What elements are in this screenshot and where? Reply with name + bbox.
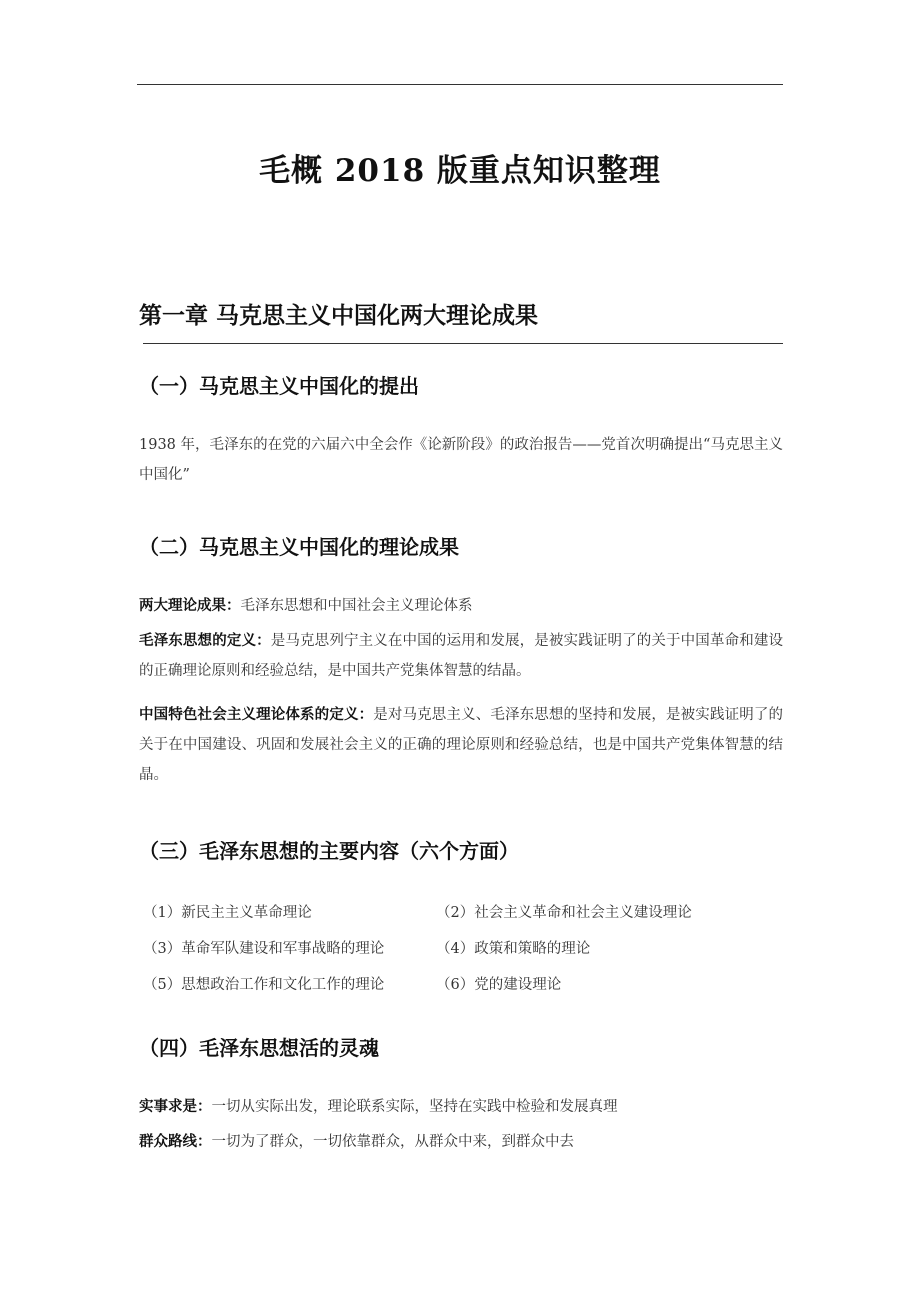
- definition-separator: ：: [197, 1099, 212, 1115]
- aspect-item: （5）思想政治工作和文化工作的理论: [143, 977, 385, 993]
- definition-term: 毛泽东思想的定义: [139, 633, 257, 649]
- aspect-item: （1）新民主主义革命理论: [143, 905, 312, 921]
- definition-separator: ：: [197, 1134, 212, 1150]
- definition-term: 实事求是: [139, 1099, 197, 1115]
- definition-item: [139, 1127, 783, 1157]
- definition-text: 是对马克思主义、毛泽东思想的坚持和发展，是被实践证明了的关于在中国建设、巩固和发展社会主义的正确的理论原则和经验总结，也是中国共产党集体智慧的结晶。: [139, 707, 783, 783]
- definition-text: 一切从实际出发，理论联系实际，坚持在实践中检验和发展真理: [211, 1099, 618, 1115]
- aspect-item: （4）政策和策略的理论: [436, 941, 591, 957]
- aspect-item: （3）革命军队建设和军事战略的理论: [143, 941, 385, 957]
- chapter-rule: [143, 343, 783, 344]
- definition-separator: ：: [256, 633, 271, 649]
- definition-term: 中国特色社会主义理论体系的定义: [139, 707, 359, 723]
- chapter-title: 第一章 马克思主义中国化两大理论成果: [139, 302, 539, 329]
- document-title: 毛概 2018 版重点知识整理: [259, 153, 661, 189]
- section-heading-2: （二）马克思主义中国化的理论成果: [139, 535, 459, 559]
- definition-item: [139, 591, 783, 621]
- section-heading-4: （四）毛泽东思想活的灵魂: [139, 1036, 379, 1060]
- definition-item: [139, 1092, 783, 1122]
- definition-item: [139, 700, 783, 790]
- section-1-paragraph: 1938 年，毛泽东的在党的六届六中全会作《论新阶段》的政治报告——党首次明确提出“马克思主义中国化”: [139, 437, 783, 483]
- definition-separator: ：: [358, 707, 374, 723]
- definition-text: 毛泽东思想和中国社会主义理论体系: [240, 598, 473, 614]
- definition-text: 一切为了群众，一切依靠群众，从群众中来，到群众中去: [211, 1134, 574, 1150]
- definition-item: [139, 626, 783, 686]
- aspect-item: （6）党的建设理论: [436, 977, 562, 993]
- definition-text: 是马克思列宁主义在中国的运用和发展，是被实践证明了的关于中国革命和建设的正确理论原则和经验总结，是中国共产党集体智慧的结晶。: [139, 633, 784, 679]
- aspect-item: （2）社会主义革命和社会主义建设理论: [436, 905, 692, 921]
- section-heading-3: （三）毛泽东思想的主要内容（六个方面）: [139, 839, 519, 863]
- definition-separator: ：: [226, 598, 241, 614]
- definition-term: 群众路线: [139, 1134, 197, 1150]
- section-heading-1: （一）马克思主义中国化的提出: [139, 374, 419, 398]
- header-rule: [137, 84, 783, 85]
- definition-term: 两大理论成果: [139, 598, 226, 614]
